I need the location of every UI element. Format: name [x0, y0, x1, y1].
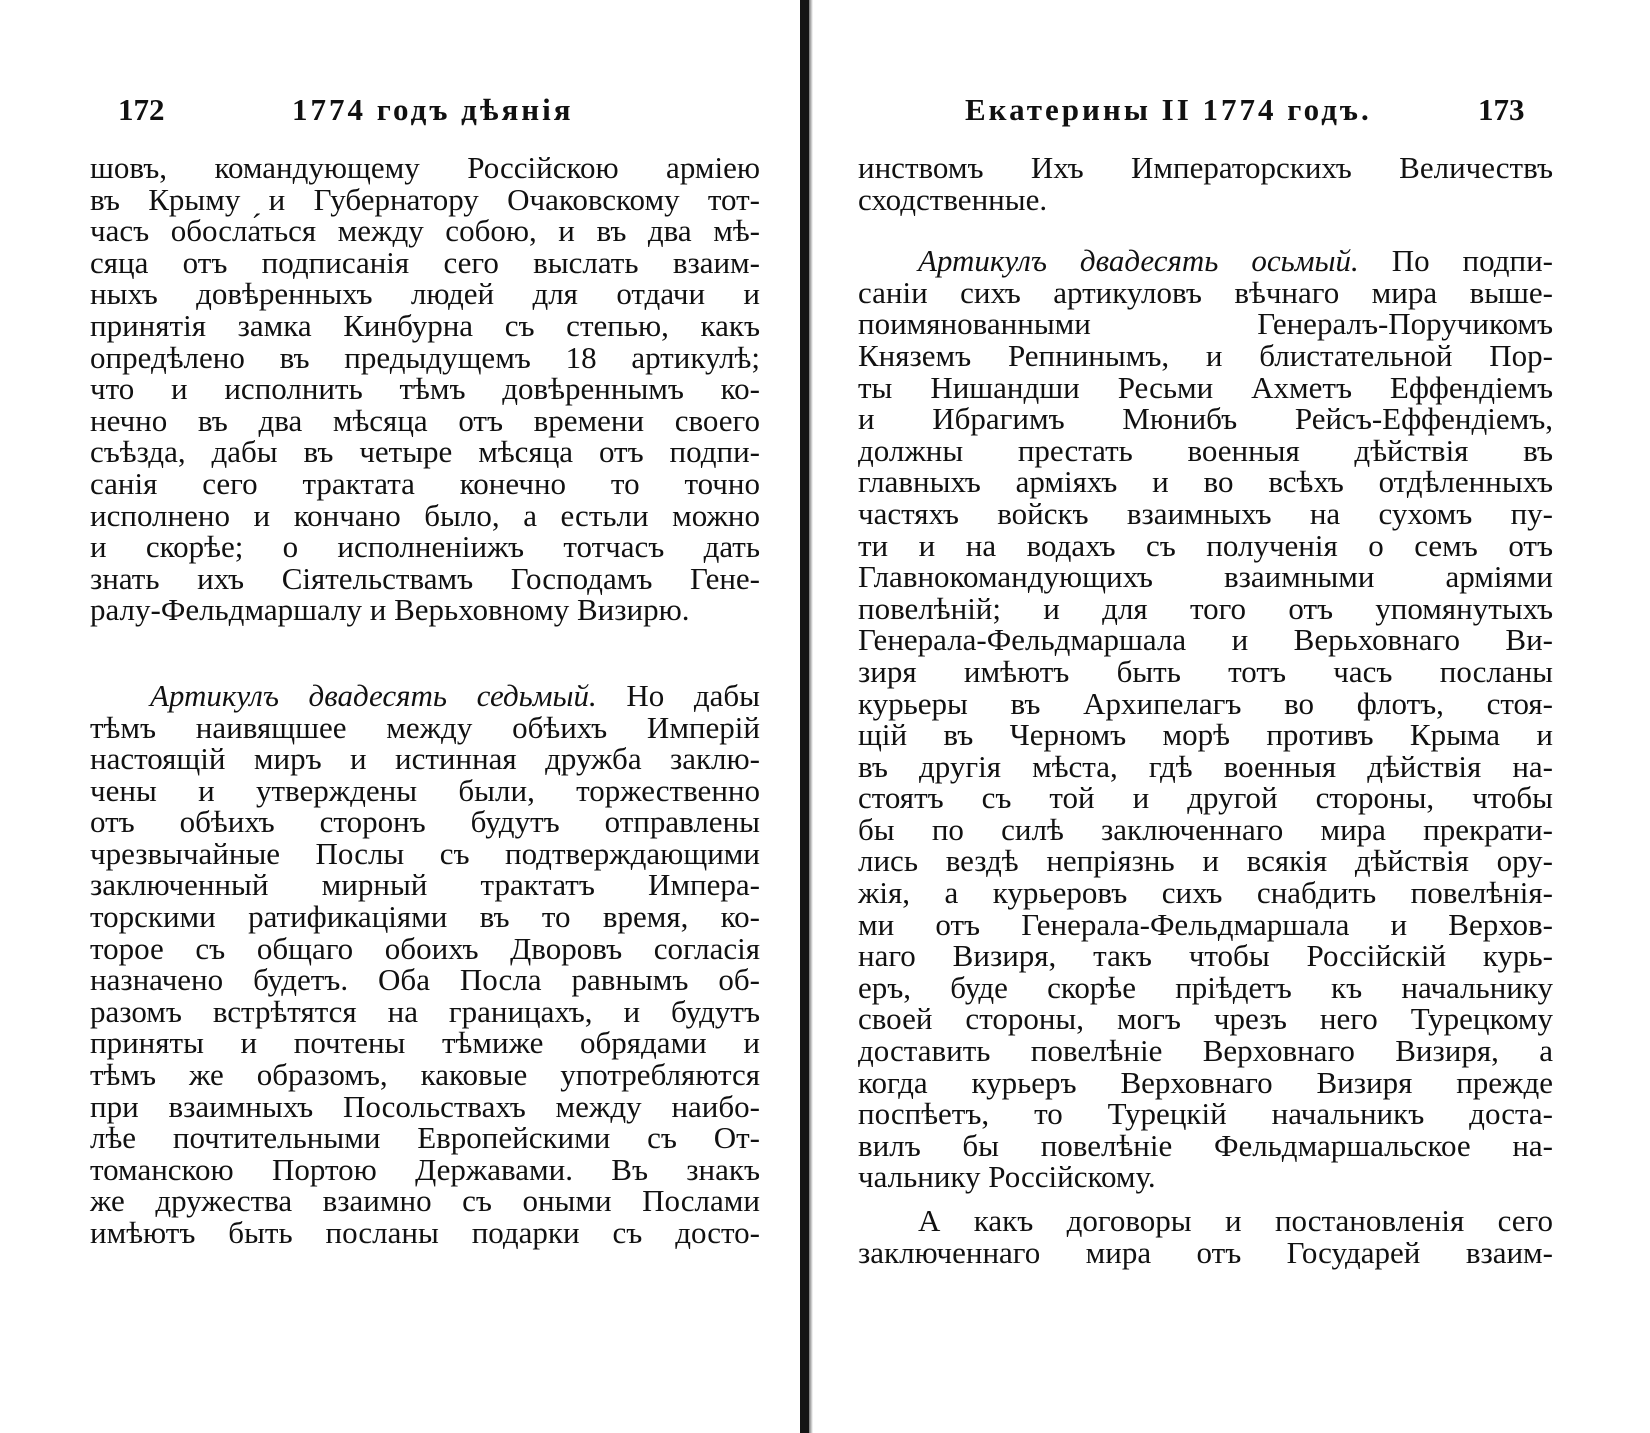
text-line: и скорѣе; о исполненіижъ тотчасъ дать	[90, 529, 760, 565]
text-line: съѣзда, дабы въ четыре мѣсяца отъ подпи-	[90, 434, 760, 470]
right-text-column	[858, 152, 1553, 1268]
text-line: стоятъ съ той и другой стороны, чтобы	[858, 780, 1553, 816]
text-line: и Ибрагимъ Мюнибъ Рейсъ-Еффендіемъ,	[858, 401, 1553, 437]
text-line: приняты и почтены тѣмиже обрядами и	[90, 1025, 760, 1061]
text-line: когда курьеръ Верховнаго Визиря прежде	[858, 1064, 1553, 1100]
right-page-number: 173	[1478, 92, 1525, 127]
text-line: зиря имѣютъ быть тотъ часъ посланы	[858, 653, 1553, 689]
text-line: ти и на водахъ съ полученія о семъ отъ	[858, 527, 1553, 563]
text-line: наго Визиря, такъ чтобы Россійскій курь-	[858, 938, 1553, 974]
text-line: торскими ратификаціями въ то время, ко-	[90, 899, 760, 935]
text-line: щій въ Черномъ морѣ противъ Крыма и	[858, 717, 1553, 753]
text-line: тѣмъ же образомъ, каковые употребляются	[90, 1057, 760, 1093]
text-line: чрезвычайные Послы съ подтверждающими	[90, 835, 760, 871]
text-line: опредѣлено въ предыдущемъ 18 артикулѣ;	[90, 339, 760, 375]
book-gutter	[800, 0, 809, 1433]
text-line: инствомъ Ихъ Императорскихъ Величествъ	[858, 150, 1553, 185]
text-line: шовъ, командующему Россійскою арміею	[90, 150, 760, 185]
text-line: разомъ встрѣтятся на границахъ, и будутъ	[90, 993, 760, 1029]
text-line: настоящій миръ и истинная дружба заклю-	[90, 741, 760, 777]
text-line: должны престать военныя дѣйствія въ	[858, 432, 1553, 468]
text-fragment: Но дабы	[626, 677, 760, 713]
text-line: курьеры въ Архипелагъ во флотъ, стоя-	[858, 685, 1553, 721]
text-line: бы по силѣ заключеннаго мира прекрати-	[858, 811, 1553, 847]
text-line: назначено будетъ. Оба Посла равнымъ об-	[90, 962, 760, 998]
text-line: отъ обѣихъ сторонъ будутъ отправлены	[90, 804, 760, 840]
left-page-number: 172	[118, 92, 165, 127]
text-line: ныхъ довѣренныхъ людей для отдачи и	[90, 276, 760, 312]
text-line: имѣютъ быть посланы подарки съ досто-	[90, 1215, 760, 1250]
text-line: исполнено и кончано было, а естьли можно	[90, 497, 760, 533]
text-line: же дружества взаимно съ оными Послами	[90, 1183, 760, 1219]
left-running-head: 1774 годъ дѣянія	[292, 92, 574, 127]
gutter-shadow	[809, 0, 813, 1433]
text-line: Главнокомандующихъ взаимными арміями	[858, 559, 1553, 595]
text-line: ты Нишандши Ресьми Ахметъ Еффендіемъ	[858, 369, 1553, 405]
text-line: знать ихъ Сіятельствамъ Господамъ Гене-	[90, 560, 760, 596]
text-line: тѣмъ наивящшее между обѣихъ Имперій	[90, 709, 760, 745]
text-line: Генерала-Фельдмаршала и Верьховнаго Ви-	[858, 622, 1553, 658]
article-27-heading: Артикулъ двадесять седьмый.	[150, 677, 597, 713]
text-line: заключенный мирный трактатъ Импера-	[90, 867, 760, 903]
article-28-first-line	[858, 245, 1553, 277]
text-line: жія, а курьеровъ сихъ снабдить повелѣнія-	[858, 875, 1553, 911]
text-line: частяхъ войскъ взаимныхъ на сухомъ пу-	[858, 495, 1553, 531]
text-line: ралу-Фельдмаршалу и Верьховному Визирю.	[90, 592, 690, 628]
text-line: сяца отъ подписанія сего выслать взаим-	[90, 244, 760, 280]
text-line: что и исполнить тѣмъ довѣреннымъ ко-	[90, 371, 760, 407]
text-line: торое съ общаго обоихъ Дворовъ согласія	[90, 930, 760, 966]
text-line: ми отъ Генерала-Фельдмаршала и Верхов-	[858, 906, 1553, 942]
text-line: принятія замка Кинбурна съ степью, какъ	[90, 307, 760, 343]
text-line: лись вездѣ непріязнь и всякія дѣйствія ору-	[858, 843, 1553, 879]
text-line: чальнику Россійскому.	[858, 1159, 1156, 1195]
text-line: поимянованными Генералъ-Поручикомъ	[858, 306, 1553, 342]
text-line: Княземъ Репнинымъ, и блистательной Пор-	[858, 337, 1553, 373]
text-line: вилъ бы повелѣніе Фельдмаршальское на-	[858, 1127, 1553, 1163]
text-line: томанскою Портою Державами. Въ знакъ	[90, 1151, 760, 1187]
text-line: еръ, буде скорѣе пріѣдетъ къ начальнику	[858, 969, 1553, 1005]
text-line: чены и утверждены были, торжественно	[90, 772, 760, 808]
text-line: сходственные.	[858, 181, 1048, 217]
text-line: въ Крыму и Губернатору Очаковскому тот-	[90, 181, 760, 217]
text-line: заключеннаго мира отъ Государей взаим-	[858, 1234, 1553, 1270]
text-line: доставить повелѣніе Верховнаго Визиря, а	[858, 1033, 1553, 1069]
text-line: санія сего трактата конечно то точно	[90, 465, 760, 501]
right-running-head: Екатерины II 1774 годъ.	[965, 92, 1372, 127]
text-line: поспѣетъ, то Турецкій начальникъ доста-	[858, 1096, 1553, 1132]
text-fragment: По подпи-	[1391, 243, 1554, 279]
text-line: лѣе почтительными Европейскими съ От-	[90, 1120, 760, 1156]
text-line: повелѣній; и для того отъ упомянутыхъ	[858, 590, 1553, 626]
text-line: саніи сихъ артикуловъ вѣчнаго мира выше-	[858, 274, 1553, 310]
left-text-column	[90, 152, 760, 1249]
text-line: главныхъ арміяхъ и во всѣхъ отдѣленныхъ	[858, 464, 1553, 500]
text-line: нечно въ два мѣсяца отъ времени своего	[90, 402, 760, 438]
article-28-heading: Артикулъ двадесять осьмый.	[918, 243, 1359, 279]
text-line: своей стороны, могъ чрезъ него Турецкому	[858, 1001, 1553, 1037]
text-line: А какъ договоры и постановленія сего	[918, 1203, 1553, 1238]
text-line: часъ обосла́ться между собою, и въ два мѣ-	[90, 213, 760, 249]
article-27-first-line	[90, 677, 760, 713]
text-line: въ другія мѣста, гдѣ военныя дѣйствія на-	[858, 748, 1553, 784]
text-line: при взаимныхъ Посольствахъ между наибо-	[90, 1088, 760, 1124]
